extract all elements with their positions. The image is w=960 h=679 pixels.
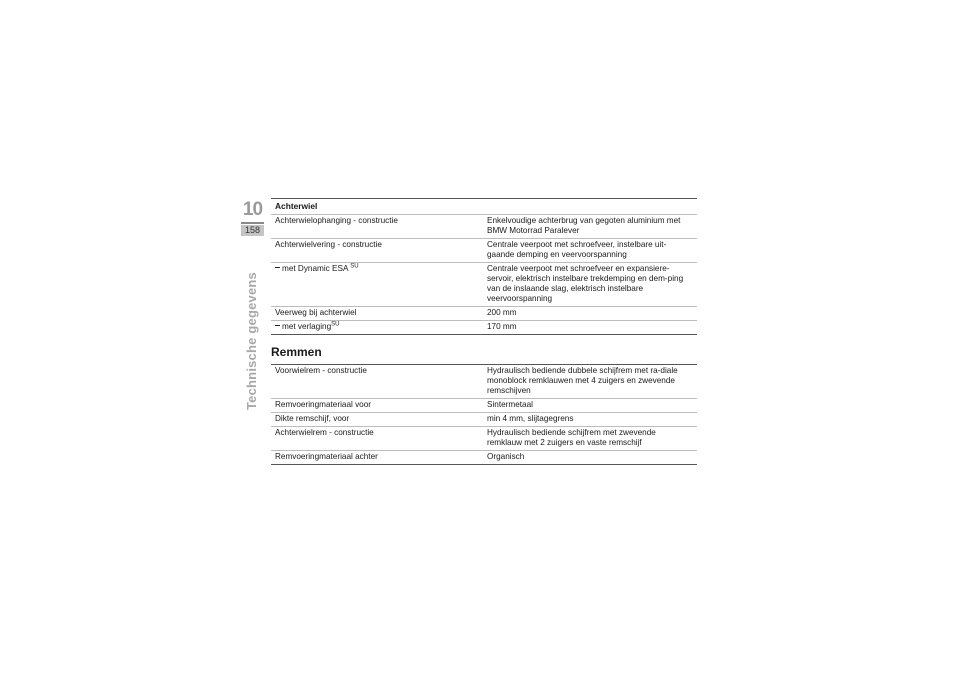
spec-value: min 4 mm, slijtagegrens xyxy=(483,413,697,427)
spec-value: Hydraulisch bediende schijfrem met zwevende remklauw met 2 zuigers en vaste remschijf xyxy=(483,427,697,451)
option-superscript: SU xyxy=(350,263,359,270)
table-row xyxy=(271,321,697,335)
spec-label: Dikte remschijf, voor xyxy=(271,413,483,427)
chapter-marker xyxy=(241,199,264,236)
spec-value: Hydraulisch bediende dubbele schijfrem met ra-diale monoblock remklauwen met 4 zuigers en zwevende remschijven xyxy=(483,365,697,399)
table-row xyxy=(271,451,697,465)
spec-label-text: met Dynamic ESA xyxy=(282,264,348,273)
spec-value: 200 mm xyxy=(483,307,697,321)
page-number: 158 xyxy=(241,225,264,236)
spec-label: Remvoeringmateriaal voor xyxy=(271,399,483,413)
spec-content xyxy=(271,198,697,465)
brakes-section-title: Remmen xyxy=(271,345,322,359)
chapter-divider xyxy=(241,222,264,224)
table-row xyxy=(271,215,697,239)
table-row xyxy=(271,413,697,427)
spec-value: Centrale veerpoot met schroefveer en expansiere-servoir, elektrisch instelbare trekdemping en dem-ping van de inslaande slag, elektrisch instelbare veervoorspanning xyxy=(483,263,697,307)
spec-value: Organisch xyxy=(483,451,697,465)
table-row xyxy=(271,307,697,321)
brakes-table xyxy=(271,364,697,465)
table-row xyxy=(271,427,697,451)
spec-value: Centrale veerpoot met schroefveer, instelbare uit-gaande demping en veervoorspanning xyxy=(483,239,697,263)
rear-wheel-heading: Achterwiel xyxy=(271,199,697,215)
table-row xyxy=(271,239,697,263)
spec-label-option xyxy=(271,321,483,335)
spec-label: Achterwielvering - constructie xyxy=(271,239,483,263)
table-row xyxy=(271,365,697,399)
table-row xyxy=(271,263,697,307)
table-header-row xyxy=(271,199,697,215)
rear-wheel-table xyxy=(271,198,697,335)
spec-label-option xyxy=(271,263,483,307)
table-row xyxy=(271,399,697,413)
spec-label: Voorwielrem - constructie xyxy=(271,365,483,399)
side-chapter-title: Technische gegevens xyxy=(244,272,259,410)
spec-label: Remvoeringmateriaal achter xyxy=(271,451,483,465)
spec-label-text: met verlaging xyxy=(282,322,332,331)
dash-icon xyxy=(275,325,280,326)
spec-label: Achterwielophanging - constructie xyxy=(271,215,483,239)
spec-value: 170 mm xyxy=(483,321,697,335)
chapter-number: 10 xyxy=(242,199,263,220)
option-superscript: SU xyxy=(331,321,340,328)
spec-label: Achterwielrem - constructie xyxy=(271,427,483,451)
spec-label: Veerweg bij achterwiel xyxy=(271,307,483,321)
spec-value: Sintermetaal xyxy=(483,399,697,413)
dash-icon xyxy=(275,267,280,268)
spec-value: Enkelvoudige achterbrug van gegoten aluminium met BMW Motorrad Paralever xyxy=(483,215,697,239)
